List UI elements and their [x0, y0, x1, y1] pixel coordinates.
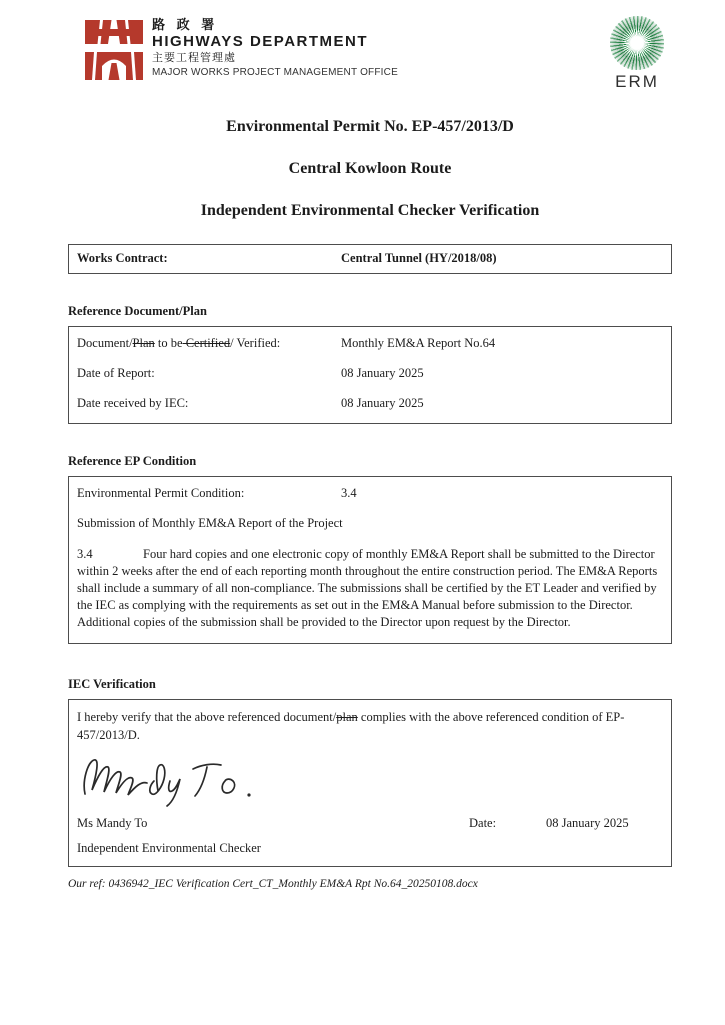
works-contract-label: Works Contract:: [77, 251, 168, 265]
date-value: 08 January 2025: [546, 816, 629, 830]
erm-logo-label: ERM: [615, 72, 659, 91]
clause-text: Four hard copies and one electronic copy of monthly EM&A Report shall be submitted to the Director within 2 weeks after the end of each reporting month throughout the entire construction period. The EM&A Reports shall include a summary of all non-compliance. The submissions shall be certified by the ET Leader and verified by the IEC as complying with the requirements as set out in the EM&A Manual before submission to the Director. Additional copies of the submission shall be provided to the Director upon request by the Director.: [77, 547, 658, 629]
signatory-name: Ms Mandy To: [77, 816, 148, 830]
statement-struck-plan: plan: [336, 710, 358, 724]
works-contract-value: Central Tunnel (HY/2018/08): [341, 251, 497, 265]
ep-condition-clause: [77, 546, 663, 631]
date-of-report-row: [77, 366, 663, 381]
erm-logo-block: [610, 16, 664, 92]
ep-condition-label: Environmental Permit Condition:: [77, 486, 245, 500]
project-title: Central Kowloon Route: [288, 160, 452, 177]
iec-verification-heading: IEC Verification: [68, 677, 156, 691]
date-received-value: 08 January 2025: [341, 396, 424, 410]
label-struck-plan: Plan: [132, 336, 155, 350]
permit-number-title: Environmental Permit No. EP-457/2013/D: [226, 118, 514, 135]
verification-statement: [77, 709, 657, 744]
highways-department-block: [68, 16, 398, 85]
reference-document-table: [68, 326, 672, 424]
document-verified-label: [77, 336, 341, 351]
signatory-title: Independent Environmental Checker: [77, 841, 261, 855]
label-struck-certified: Certified: [182, 336, 231, 350]
department-name-en: HIGHWAYS DEPARTMENT: [152, 32, 369, 50]
date-received-row: [77, 396, 663, 411]
works-contract-table: [68, 244, 672, 274]
clause-number: 3.4: [77, 547, 93, 561]
verification-title: Independent Environmental Checker Verification: [200, 202, 540, 219]
ep-condition-row: [77, 486, 663, 501]
document-header: [68, 0, 672, 92]
date-received-label: Date received by IEC:: [77, 396, 189, 410]
label-part: to be: [154, 336, 183, 350]
date-label: Date:: [469, 816, 497, 830]
department-text-block: [152, 16, 398, 78]
label-part: / Verified:: [230, 336, 281, 350]
signature-image: [79, 752, 663, 810]
document-verified-value: Monthly EM&A Report No.64: [341, 336, 496, 350]
ep-condition-subject: Submission of Monthly EM&A Report of the Project: [77, 516, 343, 530]
office-name-en: MAJOR WORKS PROJECT MANAGEMENT OFFICE: [152, 66, 398, 78]
statement-part: I hereby verify that the above referenced document/: [77, 710, 337, 724]
label-part: Document/: [77, 336, 133, 350]
iec-verification-box: [68, 699, 672, 867]
reference-document-heading: Reference Document/Plan: [68, 304, 207, 318]
our-ref-line: Our ref: 0436942_IEC Verification Cert_CT_Monthly EM&A Rpt No.64_20250108.docx: [68, 878, 478, 890]
highways-department-logo-icon: [85, 16, 143, 85]
erm-sunburst-icon: [610, 16, 664, 70]
office-name-zh: 主要工程管理處: [152, 52, 236, 65]
department-name-zh: 路 政 署: [152, 17, 219, 32]
ep-condition-value: 3.4: [341, 486, 357, 500]
document-verified-row: [77, 336, 663, 351]
date-of-report-label: Date of Report:: [77, 366, 155, 380]
statement-part: complies with the above referenced condition of EP-457/2013/D.: [77, 710, 625, 742]
reference-ep-heading: Reference EP Condition: [68, 454, 197, 468]
reference-ep-table: [68, 476, 672, 644]
date-of-report-value: 08 January 2025: [341, 366, 424, 380]
signatory-row: [77, 816, 663, 834]
works-contract-row: [77, 251, 663, 266]
